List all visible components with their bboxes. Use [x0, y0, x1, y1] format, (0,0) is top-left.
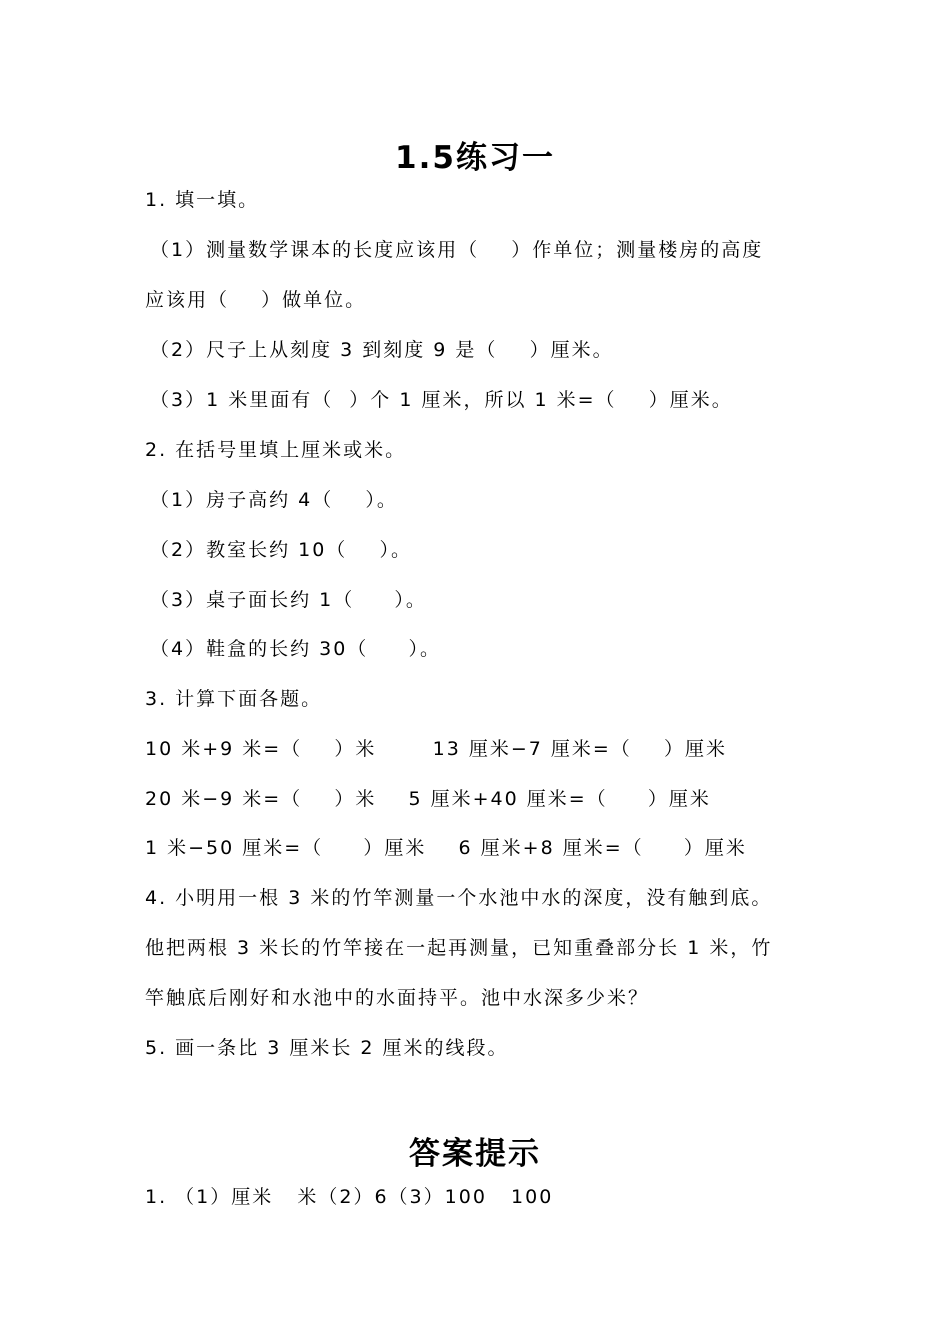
q1-item1-line1: （1）测量数学课本的长度应该用（ ）作单位；测量楼房的高度: [150, 239, 764, 261]
q3-row2: 20 米−9 米=（ ）米 5 厘米+40 厘米=（ ）厘米: [145, 788, 711, 810]
q4-line1: 4. 小明用一根 3 米的竹竿测量一个水池中水的深度，没有触到底。: [145, 887, 773, 909]
q1-item1-line2: 应该用（ ）做单位。: [145, 289, 367, 311]
q5-line1: 5. 画一条比 3 厘米长 2 厘米的线段。: [145, 1037, 509, 1059]
q4-line3: 竿触底后刚好和水池中的水面持平。池中水深多少米？: [145, 987, 650, 1009]
page-title: 1.5练习一: [395, 140, 555, 176]
q2-item3: （3）桌子面长约 1（ ）。: [150, 589, 427, 611]
answer-title: 答案提示: [409, 1136, 541, 1172]
q3-row1: 10 米+9 米=（ ）米 13 厘米−7 厘米=（ ）厘米: [145, 738, 727, 760]
q3-row3: 1 米−50 厘米=（ ）厘米 6 厘米+8 厘米=（ ）厘米: [145, 837, 747, 859]
q1-item2: （2）尺子上从刻度 3 到刻度 9 是（ ）厘米。: [150, 339, 614, 361]
q2-item4: （4）鞋盒的长约 30（ ）。: [150, 638, 442, 660]
q2-item1: （1）房子高约 4（ ）。: [150, 489, 398, 511]
q3-heading: 3. 计算下面各题。: [145, 688, 323, 710]
q2-item2: （2）教室长约 10（ ）。: [150, 539, 412, 561]
q2-heading: 2. 在括号里填上厘米或米。: [145, 439, 407, 461]
q1-item3: （3）1 米里面有（ ）个 1 厘米，所以 1 米=（ ）厘米。: [150, 389, 733, 411]
q1-heading: 1. 填一填。: [145, 189, 260, 211]
answer-line1: 1. （1）厘米 米（2）6（3）100 100: [145, 1186, 554, 1208]
q4-line2: 他把两根 3 米长的竹竿接在一起再测量，已知重叠部分长 1 米，竹: [145, 937, 773, 959]
